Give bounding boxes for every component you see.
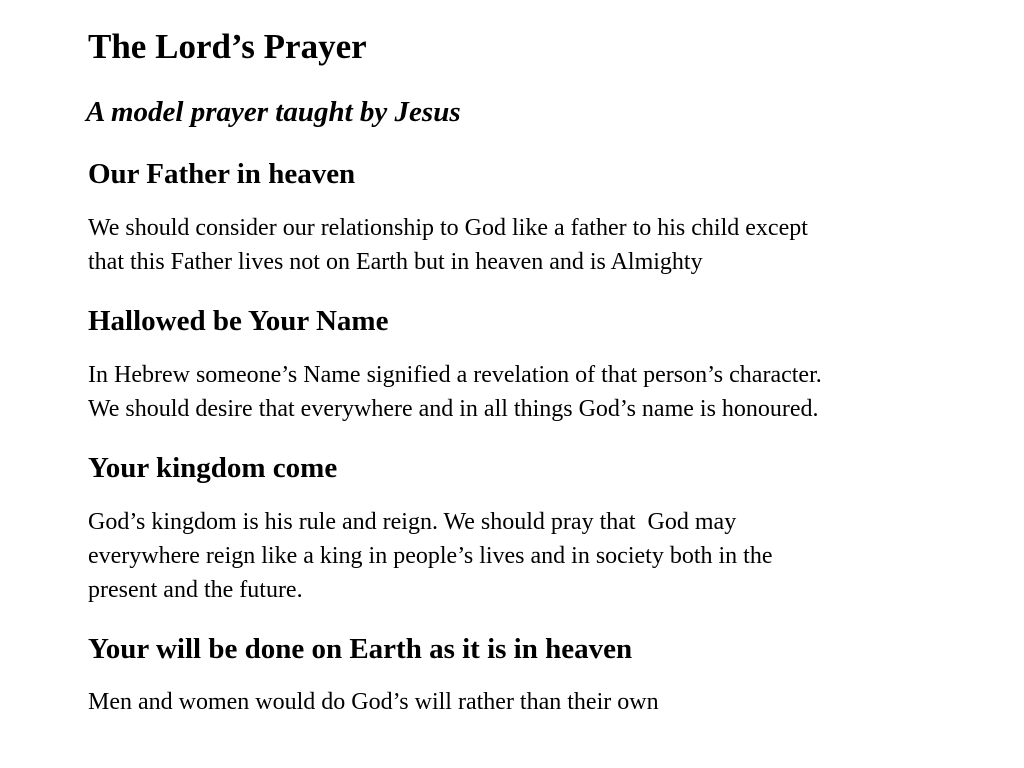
body-line: everywhere reign like a king in people’s lives and in society both in the	[88, 543, 773, 569]
section-heading-kingdom: Your kingdom come	[88, 452, 338, 484]
body-line: God’s kingdom is his rule and reign. We should pray that God may	[88, 509, 737, 535]
body-line: We should desire that everywhere and in all things God’s name is honoured.	[88, 396, 819, 422]
body-line: Men and women would do God’s will rather than their own	[88, 689, 659, 715]
body-line: In Hebrew someone’s Name signified a revelation of that person’s character.	[88, 362, 822, 388]
page-subtitle: A model prayer taught by Jesus	[86, 96, 461, 128]
section-heading-our-father: Our Father in heaven	[88, 158, 356, 190]
body-line: that this Father lives not on Earth but in heaven and is Almighty	[88, 249, 703, 275]
body-line: We should consider our relationship to God like a father to his child except	[88, 215, 808, 241]
section-heading-will: Your will be done on Earth as it is in heaven	[88, 633, 633, 665]
body-line: present and the future.	[88, 577, 303, 603]
section-body-kingdom	[88, 505, 968, 607]
section-body-our-father	[88, 211, 968, 279]
section-body-hallowed	[88, 358, 968, 426]
page-title: The Lord’s Prayer	[88, 27, 367, 66]
section-body-will	[88, 685, 968, 719]
section-heading-hallowed: Hallowed be Your Name	[88, 305, 389, 337]
